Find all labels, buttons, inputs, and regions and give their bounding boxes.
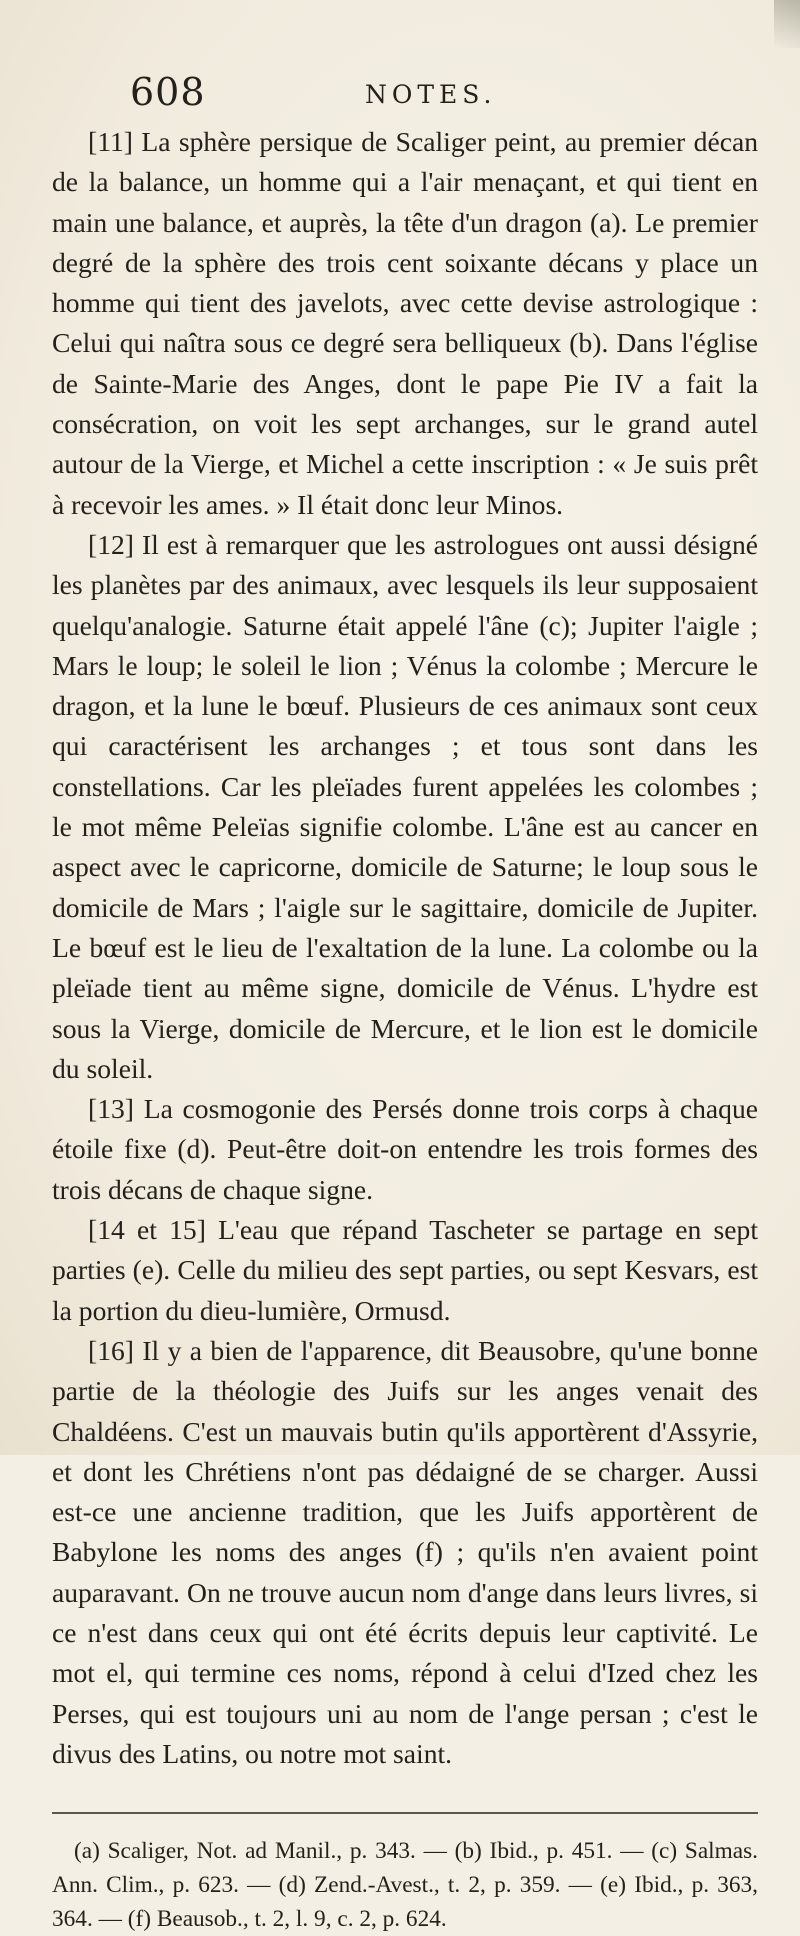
page-header: [52, 70, 758, 122]
running-head: NOTES.: [365, 80, 497, 109]
paragraph-13: [13] La cosmogonie des Persés donne trois corps à chaque étoile fixe (d). Peut-être doit-on entendre les trois formes des trois décans de chaque signe.: [52, 1093, 758, 1205]
paragraph-11: [11] La sphère persique de Scaliger peint, au premier décan de la balance, un homme qui a l'air menaçant, et qui tient en main une balance, et auprès, la tête d'un dragon (a). Le premier degré de la sphère des trois cent soixante décans y place un homme qui tient des javelots, avec cette devise astrologique : Celui qui naîtra sous ce degré sera belliqueux (b). Dans l'église de Sainte-Marie des Anges, dont le pape Pie IV a fait la consécration, on voit les sept archanges, sur le grand autel autour de la Vierge, et Michel a cette inscription : « Je suis prêt à recevoir les ames. » Il était donc leur Minos.: [52, 126, 758, 520]
main-text: [52, 122, 758, 1774]
paragraph-14-15: [14 et 15] L'eau que répand Tascheter se partage en sept parties (e). Celle du milieu des sept parties, ou sept Kesvars, est la portion du dieu-lumière, Ormusd.: [52, 1214, 758, 1326]
paragraph-16: [16] Il y a bien de l'apparence, dit Beausobre, qu'une bonne partie de la théologie des Juifs sur les anges venait des Chaldéens. C'est un mauvais butin qu'ils apportèrent d'Assyrie, et dont les Chrétiens n'ont pas dédaigné de se charger. Aussi est-ce une ancienne tradition, que les Juifs apportèrent de Babylone les noms des anges (f) ; qu'ils n'en avaient point auparavant. On ne trouve aucun nom d'ange dans leurs livres, si ce n'est dans ceux qui ont été écrits depuis leur captivité. Le mot el, qui termine ces noms, répond à celui d'Ized chez les Perses, qui est toujours uni au nom de l'ange persan ; c'est le divus des Latins, ou notre mot saint.: [52, 1334, 758, 1769]
footnote-rule: [52, 1812, 758, 1814]
page-number: 608: [130, 70, 206, 114]
page-corner-shadow: [774, 0, 800, 48]
paragraph-12: [12] Il est à remarquer que les astrologues ont aussi désigné les planètes par des animaux, avec lesquels ils leur supposaient quelqu'analogie. Saturne était appelé l'âne (c); Jupiter l'aigle ; Mars le loup; le soleil le lion ; Vénus la colombe ; Mercure le dragon, et la lune le bœuf. Plusieurs de ces animaux sont ceux qui caractérisent les archanges ; et tous sont dans les constellations. Car les pleïades furent appelées les colombes ; le mot même Peleïas signifie colombe. L'âne est au cancer en aspect avec le capricorne, domicile de Saturne; le loup sous le domicile de Mars ; l'aigle sur le sagittaire, domicile de Jupiter. Le bœuf est le lieu de l'exaltation de la lune. La colombe ou la pleïade tient au même signe, domicile de Vénus. L'hydre est sous la Vierge, domicile de Mercure, et le lion est le domicile du soleil.: [52, 528, 758, 1084]
footnotes: (a) Scaliger, Not. ad Manil., p. 343. — (b) Ibid., p. 451. — (c) Salmas. Ann. Clim., p. 623. — (d) Zend.-Avest., t. 2, p. 359. — (e) Ibid., p. 363, 364. — (f) Beausob., t. 2, l. 9, c. 2, p. 624.: [52, 1838, 758, 1933]
